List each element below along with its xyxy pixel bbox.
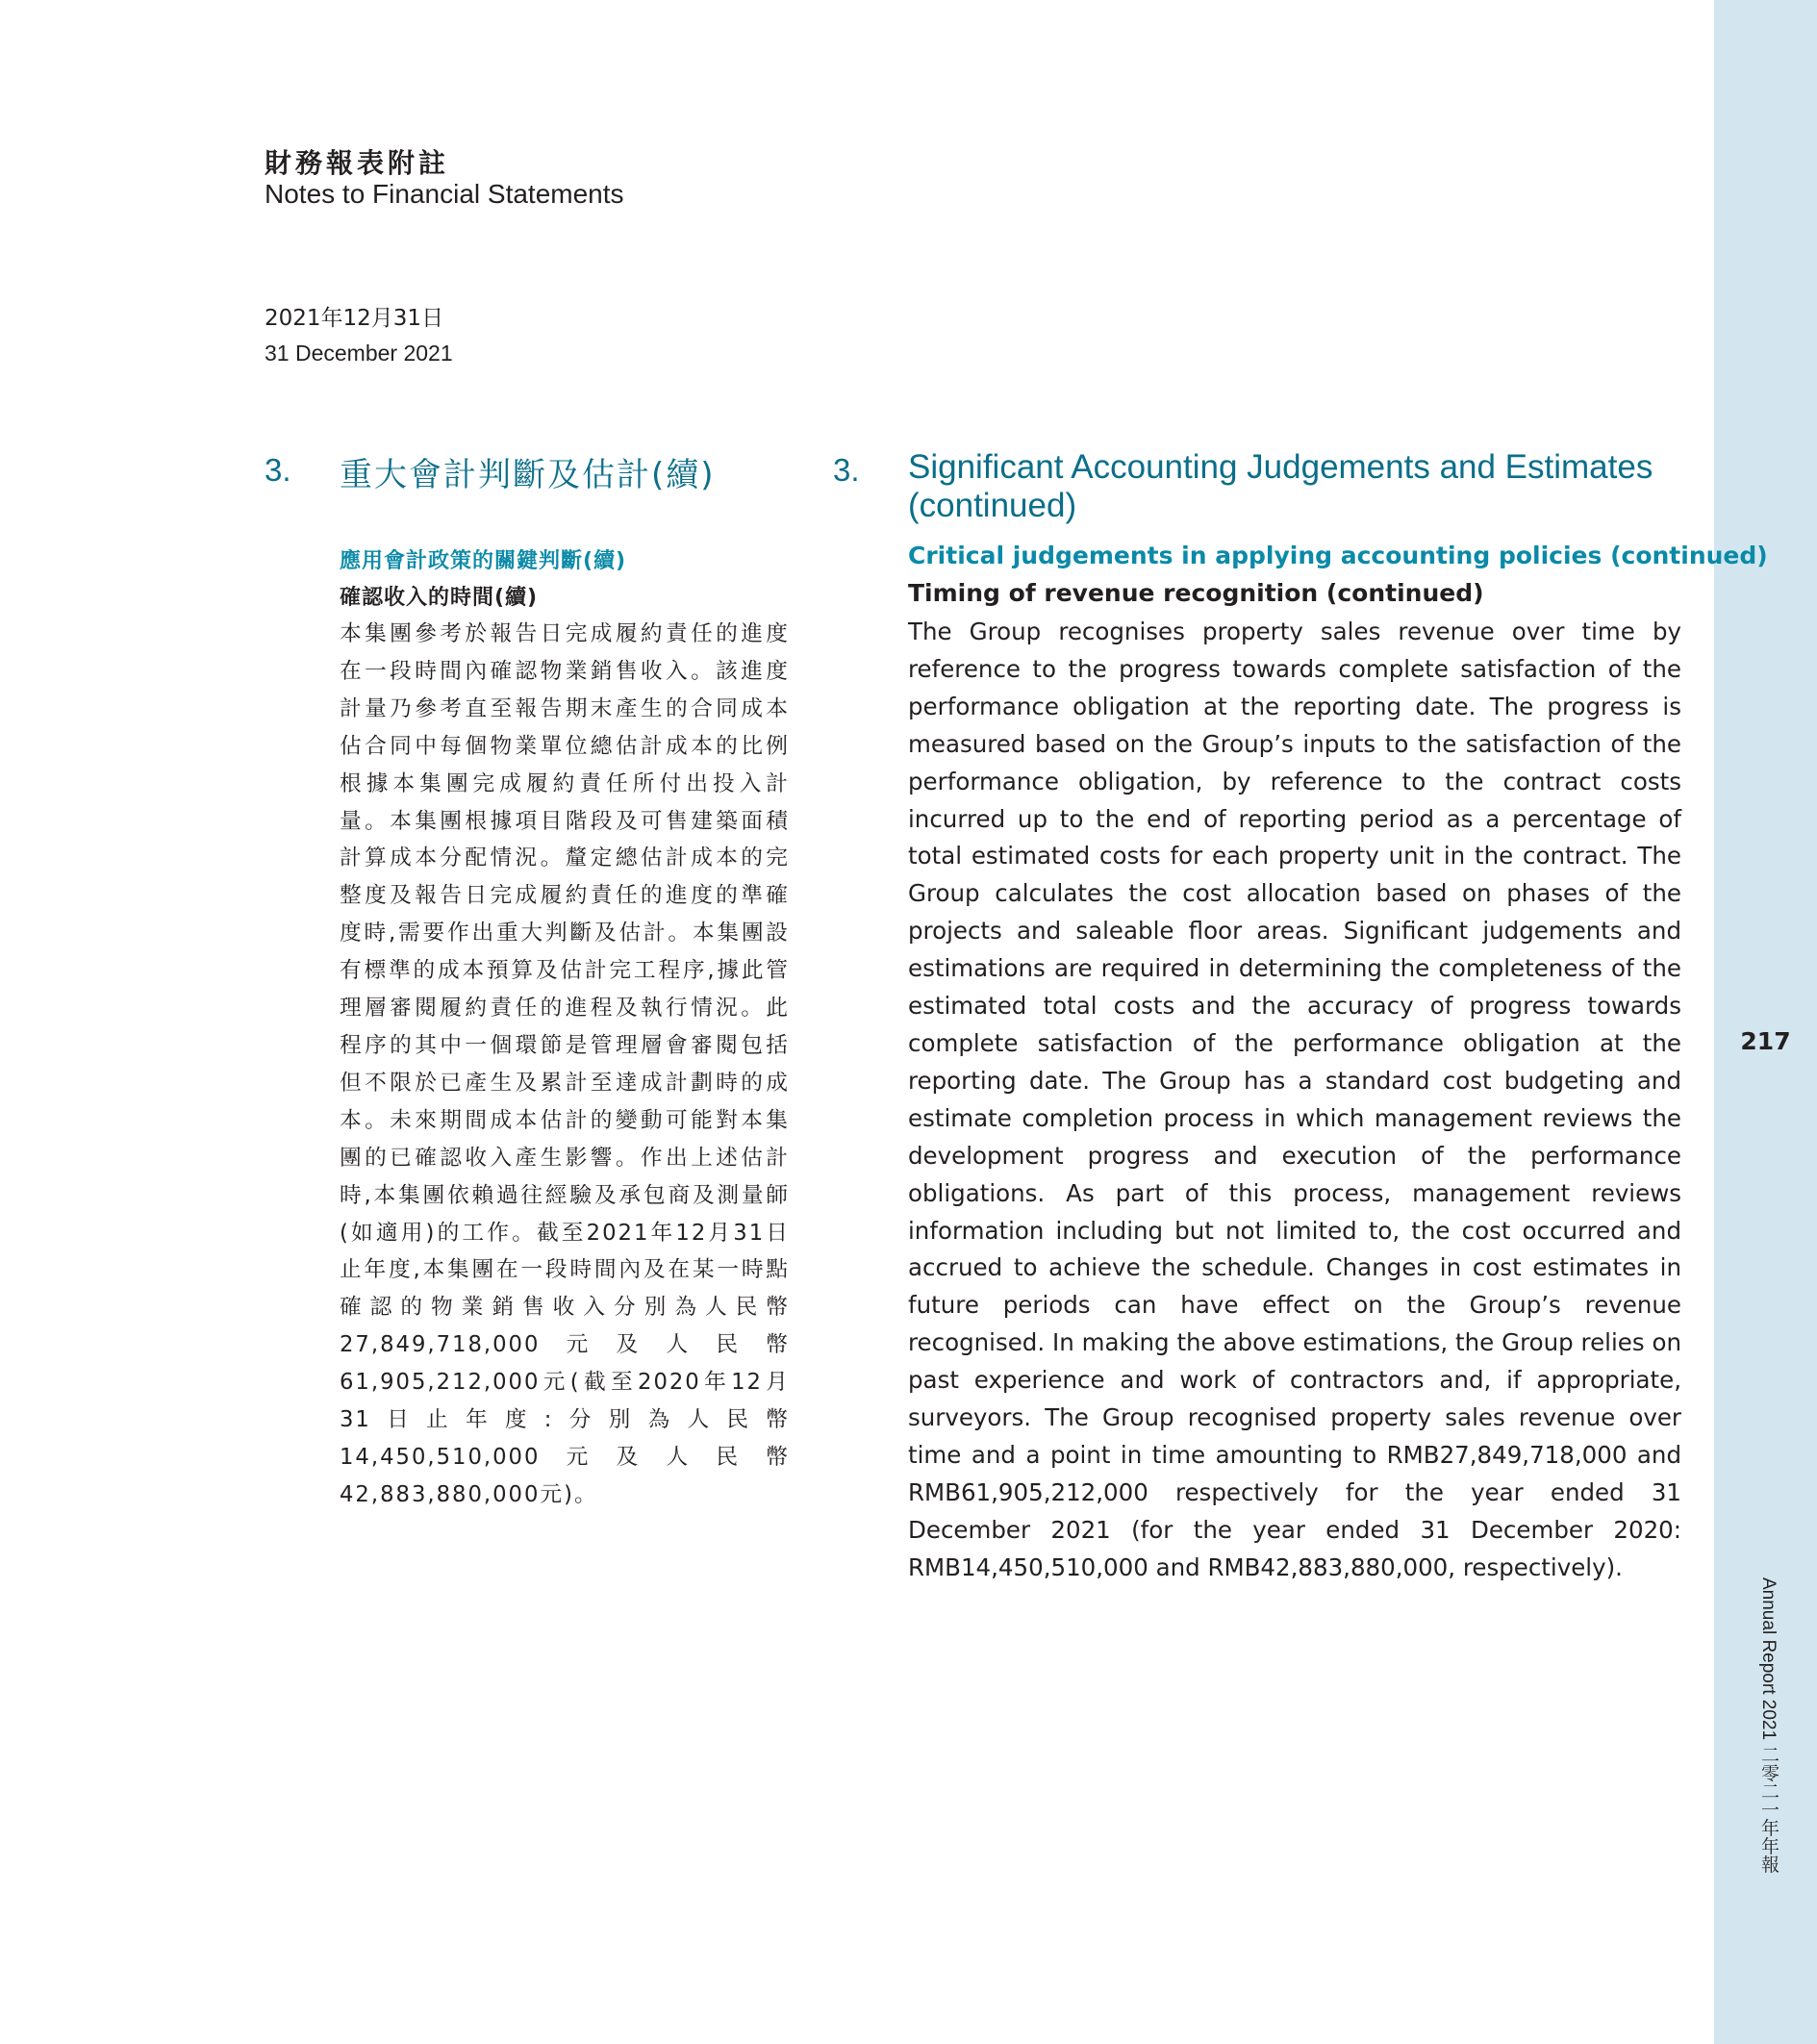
section-number-en: 3. — [833, 452, 860, 488]
section-title-zh: 重大會計判斷及估計(續) — [340, 456, 716, 494]
section-number-zh: 3. — [265, 452, 291, 488]
subheading-zh: 應用會計政策的關鍵判斷(續) — [340, 549, 627, 573]
body-text-zh: 本集團參考於報告日完成履約責任的進度在一段時間內確認物業銷售收入。該進度計量乃參考直至報告期末產生的合同成本佔合同中每個物業單位總估計成本的比例根據本集團完成履約責任所付出投入計量。本集團根據項目階段及可售建築面積計算成本分配情況。釐定總估計成本的完整度及報告日完成履約責任的進度的準確度時,需要作出重大判斷及估計。本集團設有標準的成本預算及估計完工程序,據此管理層審閱履約責任的進程及執行情況。此程序的其中一個環節是管理層會審閱包括但不限於已產生及累計至達成計劃時的成本。未來期間成本估計的變動可能對本集團的已確認收入產生影響。作出上述估計時,本集團依賴過往經驗及承包商及測量師(如適用)的工作。截至2021年12月31日止年度,本集團在一段時間內及在某一時點確認的物業銷售收入分別為人民幣27,849,718,000元及人民幣61,905,212,000元(截至2020年12月31日止年度:分別為人民幣14,450,510,000元及人民幣42,883,880,000元)。 — [340, 621, 790, 1507]
subheading2-en: Timing of revenue recognition (continued) — [908, 579, 1484, 607]
date-en: 31 December 2021 — [265, 341, 453, 366]
subheading-en: Critical judgements in applying accounting policies (continued) — [908, 542, 1768, 569]
page-number: 217 — [1740, 1027, 1791, 1055]
body-text-en: The Group recognises property sales revenue over time by reference to the progress towards complete satisfaction of the performance obligation at the reporting date. The progress is measured based on the Group’s inputs to the satisfaction of the performance obligation, by reference to the contract costs incurred up to the end of reporting period as a percentage of total estimated costs for each property unit in the contract. The Group calculates the cost allocation based on phases of the projects and saleable floor areas. Significant judgements and estimations are required in determining the completeness of the estimated total costs and the accuracy of progress towards complete satisfaction of the performance obligation at the reporting date. The Group has a standard cost budgeting and estimate completion process in which management reviews the development progress and execution of the performance obligations. As part of this process, management reviews information including but not limited to, the cost occurred and accrued to achieve the schedule. Changes in cost estimates in future periods can have effect on the Group’s revenue recognised. In making the above estimations, the Group relies on past experience and work of contractors and, if appropriate, surveyors. The Group recognised property sales revenue over time and a point in time amounting to RMB27,849,718,000 and RMB61,905,212,000 respectively for the year ended 31 December 2021 (for the year ended 31 December 2020: RMB14,450,510,000 and RMB42,883,880,000, respectively). — [908, 618, 1681, 1581]
date-zh: 2021年12月31日 — [265, 306, 444, 331]
subheading2-zh: 確認收入的時間(續) — [340, 586, 539, 610]
annual-report-label: Annual Report 2021 二零二一年年報 — [1758, 1577, 1779, 1874]
header-title-en: Notes to Financial Statements — [265, 179, 624, 209]
section-title-en: Significant Accounting Judgements and Estimates (continued) — [908, 448, 1653, 524]
header-title-zh: 財務報表附註 — [265, 147, 450, 179]
